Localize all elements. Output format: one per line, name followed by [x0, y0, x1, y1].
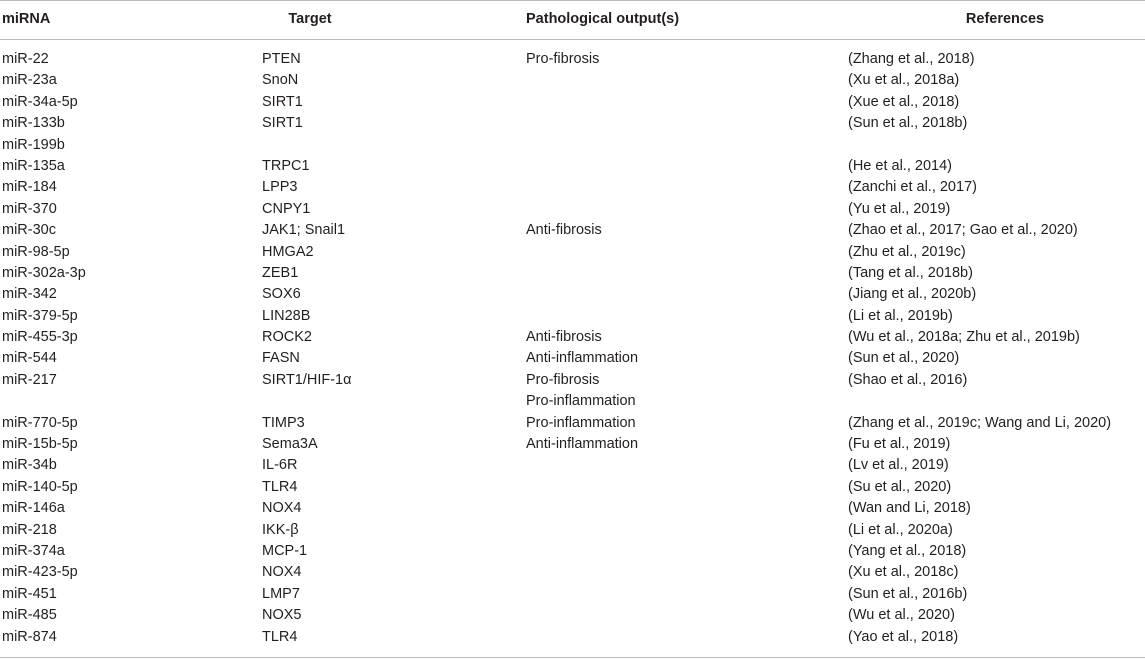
table-row — [0, 70, 1145, 91]
cell-mirna: miR-218 — [2, 521, 57, 538]
cell-reference: (Yang et al., 2018) — [848, 543, 967, 559]
cell-target: SIRT1 — [262, 115, 303, 132]
table-bottom-rule — [0, 657, 1145, 658]
table-row — [0, 199, 1145, 220]
cell-reference: (Xu et al., 2018a) — [848, 72, 960, 89]
cell-mirna: miR-135a — [2, 157, 65, 174]
cell-target: MCP-1 — [262, 543, 308, 559]
cell-mirna: miR-485 — [2, 607, 57, 624]
header-mirna: miRNA — [2, 11, 51, 27]
cell-mirna: miR-544 — [2, 350, 57, 367]
table-row — [0, 498, 1145, 519]
pathological-output-line: Pro-inflammation — [526, 393, 636, 410]
header-references: References — [965, 11, 1045, 27]
cell-reference: (Sun et al., 2016b) — [848, 585, 968, 602]
cell-target: TLR4 — [262, 478, 298, 495]
cell-mirna: miR-374a — [2, 543, 65, 559]
cell-pathological-output — [526, 370, 636, 413]
cell-mirna: miR-98-5p — [2, 243, 70, 260]
pathological-output-line: Pro-inflammation — [526, 414, 636, 431]
cell-target: PTEN — [262, 51, 301, 67]
cell-mirna: miR-379-5p — [2, 307, 78, 324]
cell-reference: (Su et al., 2020) — [848, 478, 952, 495]
cell-reference: (He et al., 2014) — [848, 157, 952, 174]
table-row — [0, 135, 1145, 156]
cell-pathological-output — [526, 327, 602, 348]
cell-target: LPP3 — [262, 179, 298, 196]
table-row — [0, 584, 1145, 605]
cell-pathological-output — [526, 49, 599, 70]
cell-reference: (Zhu et al., 2019c) — [848, 243, 966, 260]
table-row — [0, 455, 1145, 476]
cell-reference: (Shao et al., 2016) — [848, 371, 968, 388]
cell-mirna: miR-370 — [2, 200, 57, 217]
cell-target: SIRT1 — [262, 93, 303, 110]
cell-target: NOX4 — [262, 500, 302, 517]
cell-target: TLR4 — [262, 628, 298, 645]
cell-mirna: miR-770-5p — [2, 414, 78, 431]
header-pathological-output: Pathological output(s) — [526, 11, 680, 27]
cell-reference: (Wu et al., 2020) — [848, 607, 955, 624]
table-row — [0, 284, 1145, 305]
pathological-output-line: Anti-inflammation — [526, 350, 639, 367]
cell-target: HMGA2 — [262, 243, 314, 260]
cell-reference: (Sun et al., 2020) — [848, 350, 960, 367]
cell-mirna: miR-23a — [2, 72, 57, 89]
cell-pathological-output — [526, 348, 638, 369]
cell-reference: (Sun et al., 2018b) — [848, 115, 968, 132]
cell-mirna: miR-451 — [2, 585, 57, 602]
cell-mirna: miR-140-5p — [2, 478, 78, 495]
table-row — [0, 434, 1145, 455]
cell-mirna: miR-22 — [2, 51, 49, 67]
table-header-rule — [0, 39, 1145, 40]
table-row — [0, 242, 1145, 263]
header-target: Target — [288, 11, 332, 27]
cell-target: SOX6 — [262, 286, 301, 303]
table-row — [0, 605, 1145, 626]
table-row — [0, 156, 1145, 177]
cell-reference: (Li et al., 2020a) — [848, 521, 953, 538]
cell-reference: (Wu et al., 2018a; Zhu et al., 2019b) — [848, 329, 1080, 346]
table-body — [0, 49, 1145, 648]
cell-target: TIMP3 — [262, 414, 305, 431]
table-row — [0, 306, 1145, 327]
cell-mirna: miR-133b — [2, 115, 65, 132]
cell-target: Sema3A — [262, 436, 318, 453]
cell-reference: (Zhao et al., 2017; Gao et al., 2020) — [848, 222, 1078, 239]
cell-mirna: miR-184 — [2, 179, 57, 196]
table-row — [0, 177, 1145, 198]
table-row — [0, 220, 1145, 241]
cell-mirna: miR-217 — [2, 371, 57, 388]
cell-pathological-output — [526, 413, 636, 434]
cell-mirna: miR-342 — [2, 286, 57, 303]
cell-target: FASN — [262, 350, 300, 367]
cell-target: SnoN — [262, 72, 299, 89]
cell-target: JAK1; Snail1 — [262, 222, 346, 239]
table-row — [0, 520, 1145, 541]
pathological-output-line: Anti-fibrosis — [526, 329, 602, 346]
pathological-output-line: Anti-inflammation — [526, 436, 639, 453]
cell-target: LIN28B — [262, 307, 311, 324]
table-row — [0, 370, 1145, 413]
cell-mirna: miR-34a-5p — [2, 93, 78, 110]
cell-target: IKK-β — [262, 521, 299, 538]
table-row — [0, 263, 1145, 284]
cell-target: CNPY1 — [262, 200, 311, 217]
table-row — [0, 413, 1145, 434]
cell-mirna: miR-302a-3p — [2, 264, 86, 281]
cell-mirna: miR-146a — [2, 500, 65, 517]
cell-reference: (Fu et al., 2019) — [848, 436, 951, 453]
cell-target: NOX4 — [262, 564, 302, 581]
table-row — [0, 92, 1145, 113]
table-row — [0, 348, 1145, 369]
cell-target: IL-6R — [262, 457, 298, 474]
cell-mirna: miR-15b-5p — [2, 436, 78, 453]
table-row — [0, 541, 1145, 562]
cell-reference: (Li et al., 2019b) — [848, 307, 953, 324]
cell-reference: (Zhang et al., 2019c; Wang and Li, 2020) — [848, 414, 1112, 431]
cell-pathological-output — [526, 434, 638, 455]
cell-reference: (Xu et al., 2018c) — [848, 564, 959, 581]
cell-reference: (Zanchi et al., 2017) — [848, 179, 977, 196]
cell-reference: (Tang et al., 2018b) — [848, 264, 973, 281]
cell-mirna: miR-30c — [2, 222, 56, 239]
cell-pathological-output — [526, 220, 602, 241]
cell-reference: (Wan and Li, 2018) — [848, 500, 971, 517]
cell-reference: (Yao et al., 2018) — [848, 628, 959, 645]
table-row — [0, 562, 1145, 583]
cell-reference: (Xue et al., 2018) — [848, 93, 960, 110]
cell-target: LMP7 — [262, 585, 300, 602]
table-row — [0, 327, 1145, 348]
pathological-output-line: Anti-fibrosis — [526, 222, 602, 239]
table-row — [0, 477, 1145, 498]
table-header-row — [0, 0, 1145, 39]
cell-mirna: miR-423-5p — [2, 564, 78, 581]
cell-target: TRPC1 — [262, 157, 310, 174]
cell-target: ZEB1 — [262, 264, 299, 281]
cell-target: SIRT1/HIF-1α — [262, 371, 352, 388]
cell-reference: (Lv et al., 2019) — [848, 457, 949, 474]
cell-mirna: miR-455-3p — [2, 329, 78, 346]
cell-mirna: miR-874 — [2, 628, 57, 645]
cell-reference: (Zhang et al., 2018) — [848, 51, 975, 67]
cell-reference: (Yu et al., 2019) — [848, 200, 951, 217]
cell-target: NOX5 — [262, 607, 302, 624]
table-row — [0, 113, 1145, 134]
table-row — [0, 627, 1145, 648]
cell-mirna: miR-199b — [2, 136, 65, 153]
cell-mirna: miR-34b — [2, 457, 57, 474]
cell-target: ROCK2 — [262, 329, 312, 346]
table-row — [0, 49, 1145, 70]
pathological-output-line: Pro-fibrosis — [526, 371, 600, 388]
cell-reference: (Jiang et al., 2020b) — [848, 286, 977, 303]
pathological-output-line: Pro-fibrosis — [526, 51, 600, 67]
